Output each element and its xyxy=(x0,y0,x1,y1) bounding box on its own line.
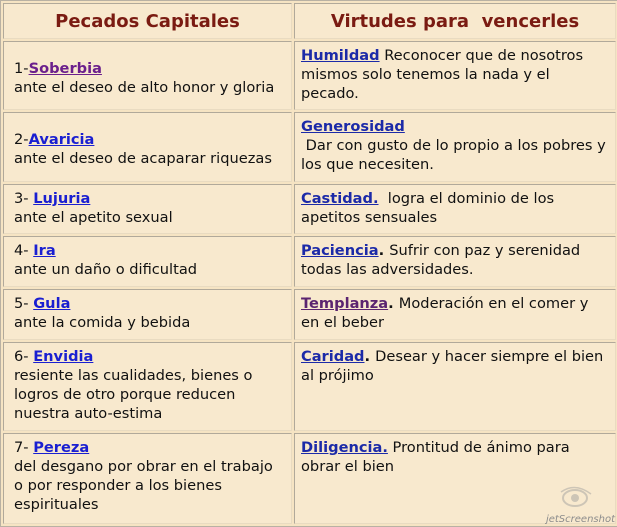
virtue-description: Moderación en el comer y en el beber xyxy=(301,295,589,331)
table-row xyxy=(3,433,616,524)
sin-link-avaricia[interactable]: Avaricia xyxy=(28,131,95,148)
table-row xyxy=(3,112,616,182)
sin-cell xyxy=(3,112,292,182)
watermark-text: jetScreenshot xyxy=(545,514,615,525)
virtue-description: Desear y hacer siempre el bien al prójimo xyxy=(301,348,604,384)
sin-cell xyxy=(3,289,292,340)
virtue-separator: . xyxy=(388,295,399,312)
virtue-separator: . xyxy=(378,242,390,259)
virtue-description: Sufrir con paz y serenidad todas las adversidades. xyxy=(301,242,581,278)
sin-cell xyxy=(3,184,292,234)
virtue-link-generosidad[interactable]: Generosidad xyxy=(301,118,405,135)
table-row xyxy=(3,342,616,431)
sin-number: 2- xyxy=(14,131,29,148)
virtue-link-caridad[interactable]: Caridad xyxy=(301,348,365,365)
virtue-link-diligencia[interactable]: Diligencia. xyxy=(301,439,388,456)
sin-description: ante el apetito sexual xyxy=(14,209,173,226)
virtue-cell xyxy=(294,41,616,110)
sin-description: del desgano por obrar en el trabajo o por responder a los bienes espirituales xyxy=(14,458,273,513)
sin-link-soberbia[interactable]: Soberbia xyxy=(28,60,102,77)
sin-link-lujuria[interactable]: Lujuria xyxy=(33,190,91,207)
table-row xyxy=(3,184,616,234)
sin-cell xyxy=(3,342,292,431)
sin-link-ira[interactable]: Ira xyxy=(33,242,56,259)
virtue-cell xyxy=(294,236,616,287)
sin-cell xyxy=(3,433,292,524)
virtue-separator xyxy=(379,190,388,207)
virtue-cell xyxy=(294,184,616,234)
sin-number: 5- xyxy=(14,295,34,312)
virtue-cell xyxy=(294,289,616,340)
sin-number: 7- xyxy=(14,439,34,456)
virtue-link-paciencia[interactable]: Paciencia xyxy=(301,242,379,259)
table-row xyxy=(3,236,616,287)
sin-description: ante el deseo de alto honor y gloria xyxy=(14,79,275,96)
sin-description: ante el deseo de acaparar riquezas xyxy=(14,150,272,167)
virtue-description: Prontitud de ánimo para obrar el bien xyxy=(301,439,570,475)
virtue-separator: . xyxy=(364,348,376,365)
header-virtues: Virtudes para vencerles xyxy=(294,3,616,39)
sin-number: 1- xyxy=(14,60,29,77)
virtue-cell xyxy=(294,342,616,431)
sin-cell xyxy=(3,41,292,110)
sin-description: ante un daño o dificultad xyxy=(14,261,198,278)
sin-link-gula[interactable]: Gula xyxy=(33,295,71,312)
sin-link-pereza[interactable]: Pereza xyxy=(33,439,90,456)
sin-number: 4- xyxy=(14,242,34,259)
sin-number: 6- xyxy=(14,348,34,365)
virtue-description: Reconocer que de nosotros mismos solo tenemos la nada y el pecado. xyxy=(301,47,584,102)
virtue-link-templanza[interactable]: Templanza xyxy=(301,295,389,312)
virtue-cell xyxy=(294,112,616,182)
table-row xyxy=(3,289,616,340)
sin-cell xyxy=(3,236,292,287)
virtue-description: Dar con gusto de lo propio a los pobres y los que necesiten. xyxy=(301,137,606,173)
virtue-description: logra el dominio de los apetitos sensuales xyxy=(301,190,555,226)
sin-number: 3- xyxy=(14,190,34,207)
sin-link-envidia[interactable]: Envidia xyxy=(33,348,94,365)
table-row xyxy=(3,41,616,110)
virtue-link-castidad[interactable]: Castidad. xyxy=(301,190,379,207)
sin-description: resiente las cualidades, bienes o logros de otro porque reducen nuestra auto-estima xyxy=(14,367,253,422)
header-row xyxy=(3,3,616,39)
sin-description: ante la comida y bebida xyxy=(14,314,191,331)
header-sins: Pecados Capitales xyxy=(3,3,292,39)
virtue-link-humildad[interactable]: Humildad xyxy=(301,47,380,64)
